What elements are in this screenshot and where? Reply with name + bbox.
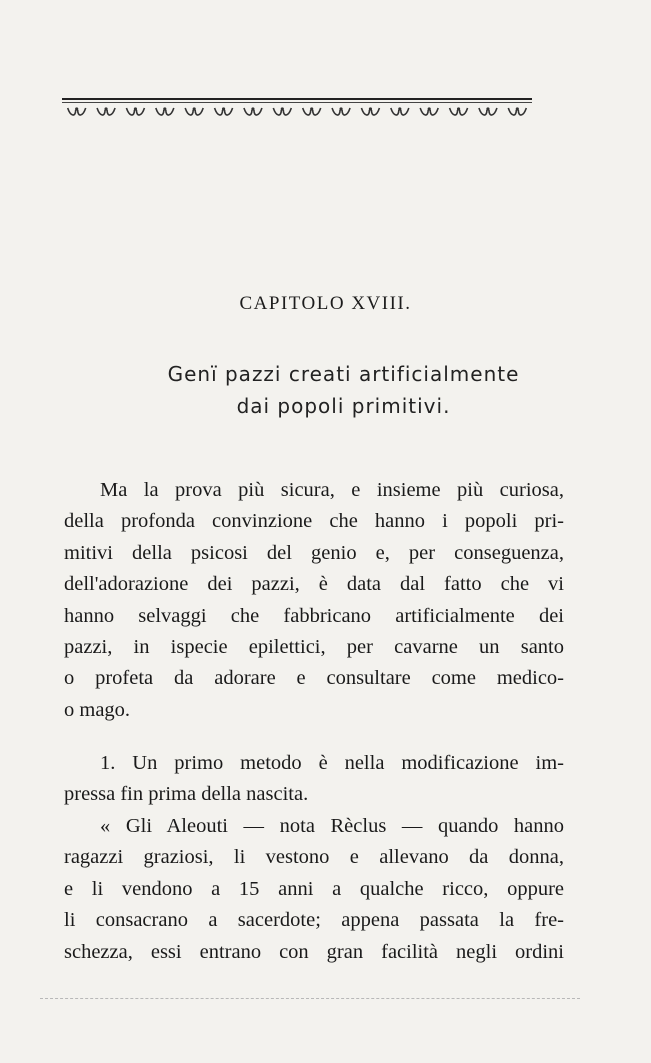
text-line: o mago. xyxy=(64,698,131,721)
text-line: « Gli Aleouti — nota Rèclus — quando hanno xyxy=(100,815,564,837)
ornament-scroll xyxy=(97,107,115,115)
text-line: li consacrano a sacerdote; appena passata la fre- xyxy=(64,909,564,932)
ornament-scroll xyxy=(361,107,379,115)
ornament-scroll xyxy=(391,107,409,115)
text-line: e li vendono a 15 anni a qualche ricco, oppure xyxy=(64,877,564,900)
chapter-title-line-1: Genï pazzi creati artificialmente xyxy=(167,362,520,386)
ornament-scroll xyxy=(273,107,291,115)
ornament-band xyxy=(62,104,532,120)
page-bottom-dashes xyxy=(40,998,580,1000)
ornament-scroll xyxy=(508,107,526,115)
ornament-scroll xyxy=(185,107,203,115)
text-line: schezza, essi entrano con gran facilità negli ordini xyxy=(64,940,564,963)
ornament-scroll xyxy=(244,107,262,115)
text-line: ragazzi graziosi, li vestono e allevano da donna, xyxy=(64,846,564,869)
text-line: pazzi, in ispecie epilettici, per cavarne un santo xyxy=(64,635,564,658)
text-line: 1. Un primo metodo è nella modificazione im- xyxy=(100,752,564,774)
ornament-scroll xyxy=(332,107,350,115)
ornament-scroll xyxy=(420,107,438,115)
ornament-scroll xyxy=(303,107,321,115)
text-line: hanno selvaggi che fabbricano artificialmente dei xyxy=(64,604,564,627)
text-line: della profonda convinzione che hanno i popoli pri- xyxy=(64,510,564,533)
header-rule-bottom xyxy=(62,102,532,103)
ornament-scroll xyxy=(215,107,233,115)
ornament-scroll xyxy=(126,107,144,115)
paragraph-2 xyxy=(64,748,564,811)
header-rule-top xyxy=(62,98,532,100)
text-line: o profeta da adorare e consultare come medico- xyxy=(64,667,564,690)
header-ornament xyxy=(62,98,532,124)
chapter-title-line-2: dai popoli primitivi. xyxy=(236,394,451,418)
ornament-scroll xyxy=(479,107,497,115)
ornament-scroll xyxy=(156,107,174,115)
text-line: Ma la prova più sicura, e insieme più curiosa, xyxy=(100,479,564,501)
chapter-heading: CAPITOLO XVIII. xyxy=(239,293,412,314)
text-line: mitivi della psicosi del genio e, per conseguenza, xyxy=(64,541,564,564)
ornament-scroll xyxy=(68,107,86,115)
paragraph-3 xyxy=(64,811,564,968)
text-line: dell'adorazione dei pazzi, è data dal fatto che vi xyxy=(64,573,564,596)
paragraph-1 xyxy=(64,475,564,726)
ornament-scroll xyxy=(450,107,468,115)
text-line: pressa fin prima della nascita. xyxy=(64,783,309,806)
